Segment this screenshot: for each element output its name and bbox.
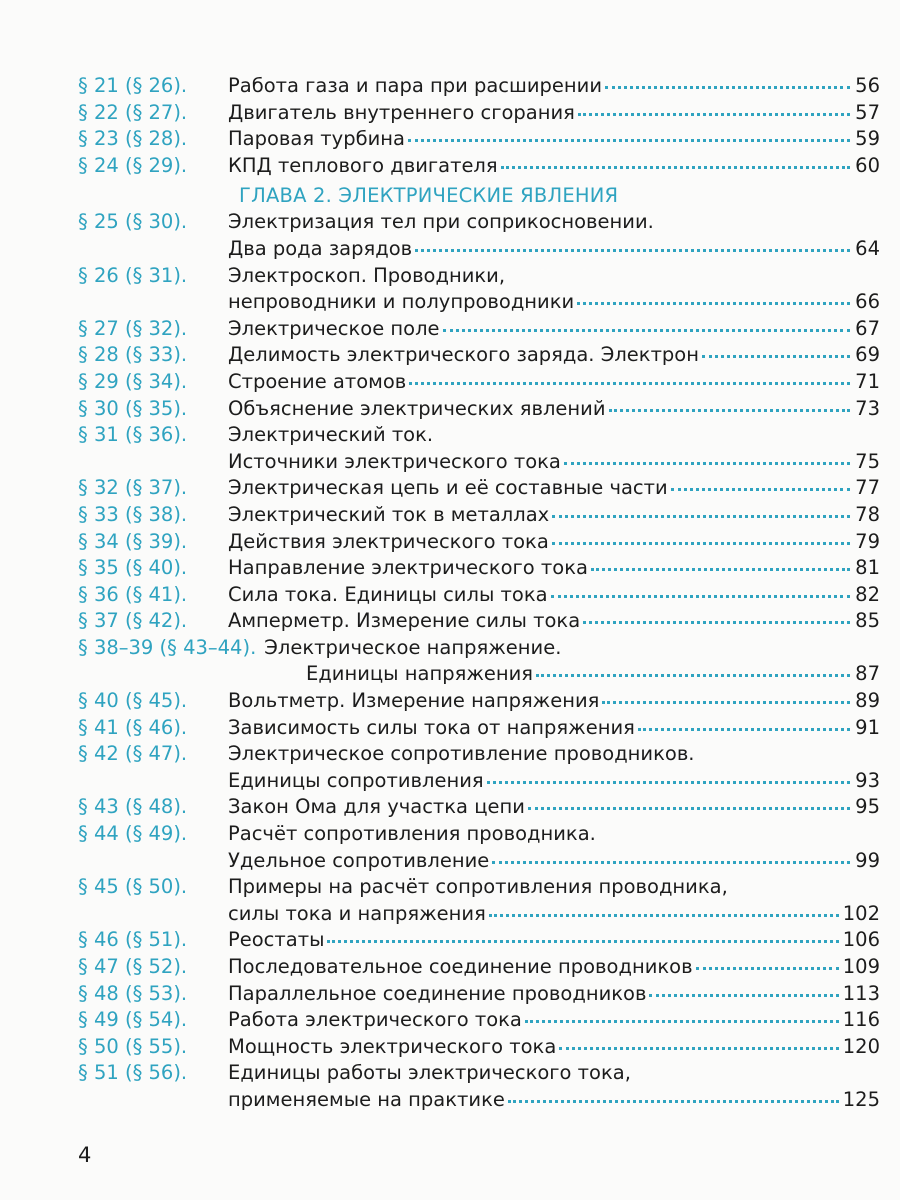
page-ref: 59 (855, 127, 880, 151)
page-ref: 120 (842, 1034, 880, 1058)
dot-leader (591, 568, 850, 571)
section-number: § 30 (§ 35). (78, 396, 188, 420)
dot-leader (409, 382, 850, 385)
page-ref: 109 (842, 955, 880, 978)
toc-entry (78, 370, 880, 397)
section-number: § 48 (§ 53). (78, 981, 188, 1005)
toc-entry (78, 556, 880, 583)
toc-entry (78, 742, 880, 769)
section-number: § 29 (§ 34). (78, 369, 188, 393)
page-ref: 64 (855, 236, 880, 260)
section-title: Делимость электрического заряда. Электрон (228, 343, 699, 367)
section-number: § 44 (§ 49). (78, 822, 188, 846)
page-ref: 57 (855, 100, 880, 124)
toc-entry (78, 1035, 880, 1062)
dot-leader (564, 462, 850, 465)
dot-leader (605, 86, 850, 89)
section-number: § 37 (§ 42). (78, 609, 188, 633)
section-number: § 28 (§ 33). (78, 343, 188, 367)
dot-leader (489, 914, 839, 917)
toc-entry (78, 264, 880, 291)
section-title: Единицы напряжения (306, 662, 534, 686)
dot-leader (602, 701, 850, 704)
page-ref: 79 (855, 529, 880, 553)
section-title: Паровая турбина (228, 127, 405, 151)
section-title: Единицы работы электрического тока, (228, 1061, 631, 1085)
dot-leader (501, 166, 850, 169)
section-number: § 38–39 (§ 43–44). (78, 635, 257, 659)
toc-entry (78, 795, 880, 822)
section-number: § 43 (§ 48). (78, 795, 188, 819)
section-number: § 25 (§ 30). (78, 210, 188, 234)
section-title: Работа газа и пара при расширении (228, 74, 603, 97)
section-title: Последовательное соединение проводников (228, 955, 693, 978)
toc-entry (78, 423, 880, 450)
section-title: Сила тока. Единицы силы тока (228, 582, 548, 606)
toc-entry (78, 636, 880, 663)
section-number: § 42 (§ 47). (78, 742, 188, 766)
section-title: Работа электрического тока (228, 1008, 522, 1032)
page-ref: 60 (855, 153, 880, 177)
toc-entry (78, 1008, 880, 1035)
section-title: Двигатель внутреннего сгорания (228, 100, 575, 124)
section-title: Электрическая цепь и её составные части (228, 476, 668, 500)
section-title: Действия электрического тока (228, 529, 549, 553)
dot-leader (508, 1100, 839, 1103)
page-ref: 75 (855, 449, 880, 473)
page-ref: 89 (855, 689, 880, 713)
section-number: § 45 (§ 50). (78, 875, 188, 899)
section-title: Два рода зарядов (228, 236, 413, 260)
toc-entry-continuation (78, 902, 880, 929)
section-number: § 24 (§ 29). (78, 153, 188, 177)
section-number: § 33 (§ 38). (78, 502, 188, 526)
section-title: Электрический ток. (228, 423, 434, 447)
toc-entry-continuation (78, 662, 880, 689)
table-of-contents (78, 74, 880, 1115)
dot-leader (577, 302, 850, 305)
section-number: § 36 (§ 41). (78, 582, 188, 606)
dot-leader (487, 781, 850, 784)
section-title: Электрическое сопротивление проводников. (228, 742, 695, 766)
toc-entry (78, 503, 880, 530)
page-ref: 125 (842, 1087, 880, 1111)
toc-entry (78, 74, 880, 101)
section-number: § 41 (§ 46). (78, 715, 188, 739)
toc-entry (78, 343, 880, 370)
section-number: § 31 (§ 36). (78, 423, 188, 447)
section-title: Строение атомов (228, 369, 407, 393)
dot-leader (583, 621, 850, 624)
toc-entry-continuation (78, 849, 880, 876)
page-ref: 81 (855, 556, 880, 580)
toc-entry (78, 317, 880, 344)
toc-entry (78, 955, 880, 982)
section-title: КПД теплового двигателя (228, 153, 498, 177)
page-ref: 95 (855, 795, 880, 819)
page-ref: 56 (855, 74, 880, 97)
toc-entry-continuation (78, 450, 880, 477)
section-title: Электрическое напряжение. (264, 635, 562, 659)
dot-leader (528, 807, 850, 810)
chapter-heading: ГЛАВА 2. ЭЛЕКТРИЧЕСКИЕ ЯВЛЕНИЯ (239, 183, 619, 207)
section-title: Примеры на расчёт сопротивления проводника, (228, 875, 728, 899)
dot-leader (415, 249, 850, 252)
section-title: Закон Ома для участка цепи (228, 795, 525, 819)
section-title: Мощность электрического тока (228, 1034, 557, 1058)
toc-entry (78, 716, 880, 743)
section-number: § 32 (§ 37). (78, 476, 188, 500)
toc-entry (78, 397, 880, 424)
section-title: непроводники и полупроводники (228, 290, 575, 314)
section-title: Параллельное соединение проводников (228, 981, 647, 1005)
section-title: Электрический ток в металлах (228, 502, 550, 526)
toc-entry-continuation (78, 237, 880, 264)
dot-leader (638, 728, 850, 731)
page-ref: 67 (855, 316, 880, 340)
page-ref: 99 (855, 848, 880, 872)
dot-leader (552, 542, 850, 545)
dot-leader (551, 595, 850, 598)
section-number: § 22 (§ 27). (78, 100, 188, 124)
section-title: Электрическое поле (228, 316, 440, 340)
toc-entry (78, 609, 880, 636)
page-ref: 116 (842, 1008, 880, 1032)
page-ref: 85 (855, 609, 880, 633)
dot-leader (696, 967, 839, 970)
section-title: Амперметр. Измерение силы тока (228, 609, 581, 633)
dot-leader (443, 329, 850, 332)
section-title: Направление электрического тока (228, 556, 588, 580)
section-number: § 40 (§ 45). (78, 689, 188, 713)
dot-leader (525, 1020, 839, 1023)
dot-leader (702, 355, 850, 358)
page-ref: 113 (842, 981, 880, 1005)
toc-entry-continuation (78, 1088, 880, 1115)
page-ref: 66 (855, 290, 880, 314)
page-ref: 102 (842, 901, 880, 925)
dot-leader (609, 409, 850, 412)
dot-leader (649, 994, 838, 997)
section-title: применяемые на практике (228, 1087, 505, 1111)
section-title: Электризация тел при соприкосновении. (228, 210, 654, 234)
page-ref: 93 (855, 768, 880, 792)
section-title: Вольтметр. Измерение напряжения (228, 689, 600, 713)
page-ref: 91 (855, 715, 880, 739)
section-title: Зависимость силы тока от напряжения (228, 715, 635, 739)
section-number: § 49 (§ 54). (78, 1008, 188, 1032)
section-title: Электроскоп. Проводники, (228, 263, 506, 287)
page-number: 4 (78, 1143, 92, 1167)
toc-entry-continuation (78, 769, 880, 796)
toc-entry (78, 476, 880, 503)
toc-entry (78, 689, 880, 716)
section-number: § 46 (§ 51). (78, 928, 188, 952)
section-title: Реостаты (228, 928, 325, 952)
section-title: Единицы сопротивления (228, 768, 484, 792)
page-ref: 82 (855, 582, 880, 606)
section-title: Расчёт сопротивления проводника. (228, 822, 596, 846)
dot-leader (327, 940, 838, 943)
section-number: § 27 (§ 32). (78, 316, 188, 340)
toc-entry (78, 822, 880, 849)
page-ref: 73 (855, 396, 880, 420)
dot-leader (671, 488, 850, 491)
section-number: § 50 (§ 55). (78, 1034, 188, 1058)
toc-entry (78, 530, 880, 557)
page-ref: 106 (842, 928, 880, 952)
section-number: § 34 (§ 39). (78, 529, 188, 553)
dot-leader (536, 674, 850, 677)
section-number: § 35 (§ 40). (78, 556, 188, 580)
dot-leader (559, 1047, 839, 1050)
section-title: Удельное сопротивление (228, 848, 490, 872)
toc-entry (78, 154, 880, 181)
toc-entry (78, 101, 880, 128)
section-title: Источники электрического тока (228, 449, 561, 473)
section-number: § 23 (§ 28). (78, 127, 188, 151)
page-ref: 71 (855, 369, 880, 393)
dot-leader (578, 113, 850, 116)
page-ref: 77 (855, 476, 880, 500)
toc-entry (78, 875, 880, 902)
toc-entry-continuation (78, 290, 880, 317)
section-number: § 26 (§ 31). (78, 263, 188, 287)
dot-leader (492, 861, 850, 864)
toc-entry (78, 127, 880, 154)
section-title: силы тока и напряжения (228, 901, 486, 925)
section-number: § 51 (§ 56). (78, 1061, 188, 1085)
toc-entry (78, 1061, 880, 1088)
page-ref: 87 (855, 662, 880, 686)
section-number: § 21 (§ 26). (78, 74, 188, 97)
page-ref: 69 (855, 343, 880, 367)
page-ref: 78 (855, 502, 880, 526)
toc-entry (78, 928, 880, 955)
dot-leader (552, 515, 850, 518)
toc-entry (78, 583, 880, 610)
section-number: § 47 (§ 52). (78, 955, 188, 978)
dot-leader (408, 139, 850, 142)
toc-entry (78, 982, 880, 1009)
toc-entry (78, 210, 880, 237)
section-title: Объяснение электрических явлений (228, 396, 606, 420)
